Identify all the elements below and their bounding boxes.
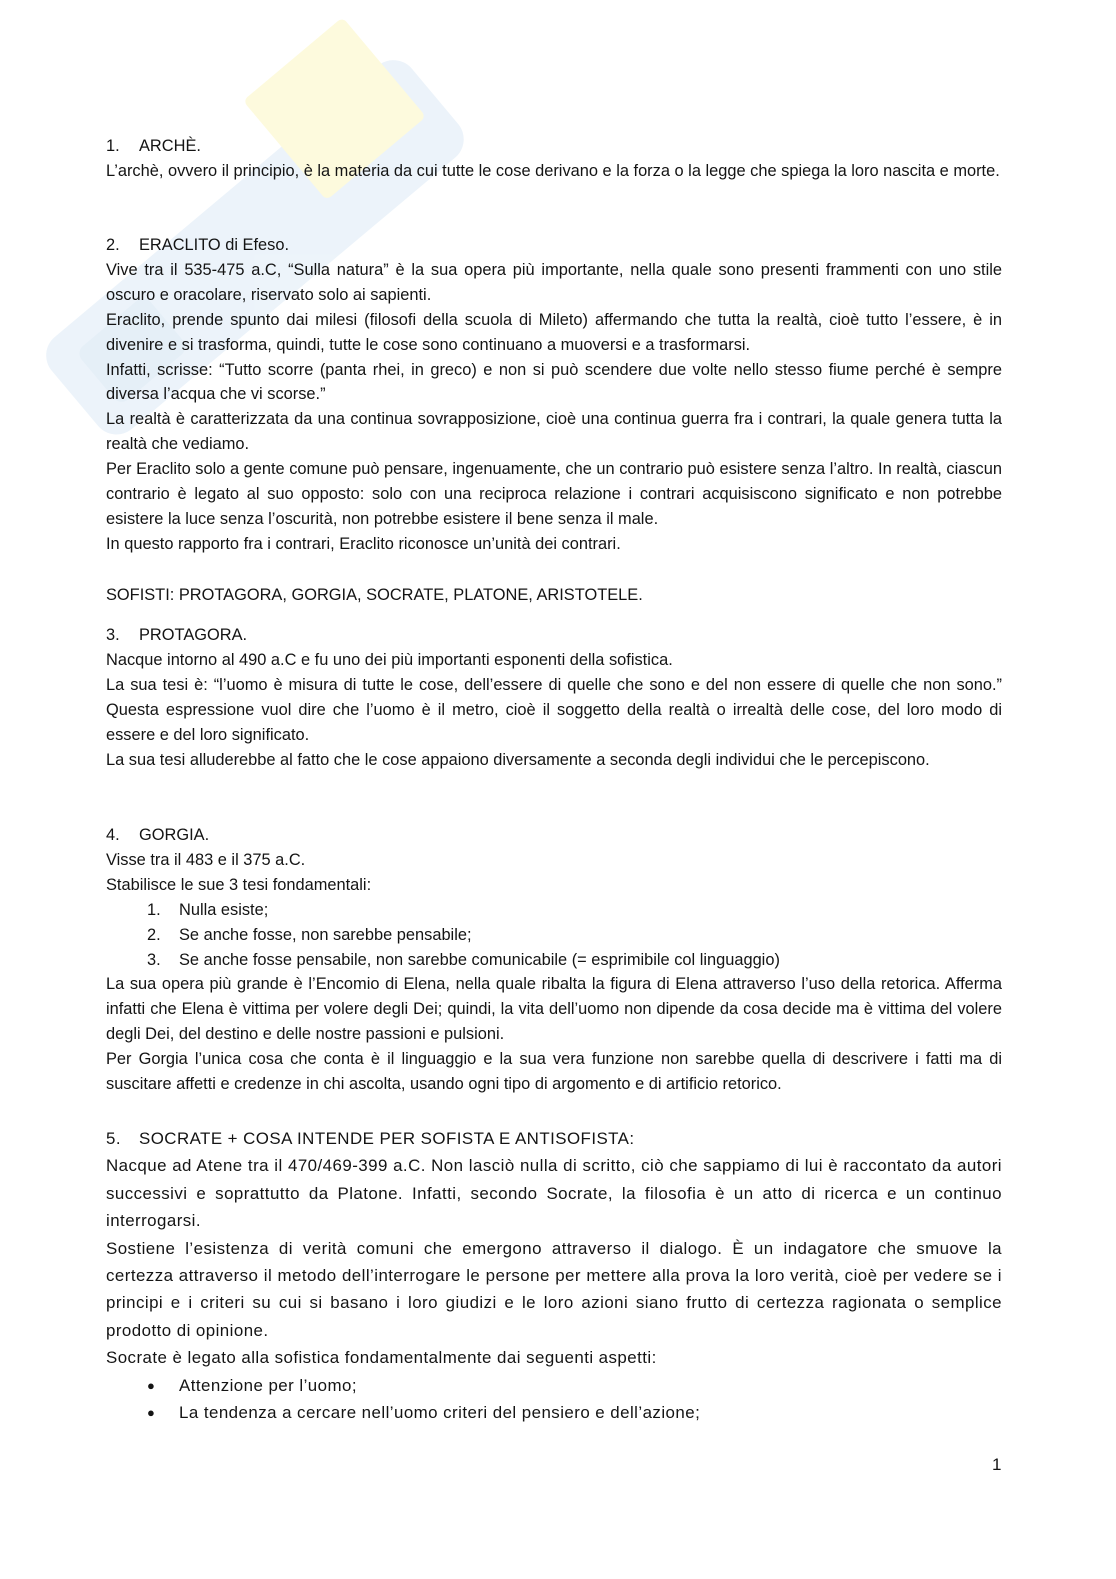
list-number: 2. <box>147 925 161 944</box>
paragraph: Infatti, scrisse: “Tutto scorre (panta rhei, in greco) e non si può scendere due volte nello stesso fiume perché è sempre diversa l’acqua che vi scorse.” <box>106 360 1002 404</box>
section-protagora <box>106 623 1002 772</box>
list-number: 3. <box>147 950 161 969</box>
section-number: 4. <box>106 826 120 844</box>
paragraph: La sua opera più grande è l’Encomio di Elena, nella quale ribalta la figura di Elena attraverso l’uso della retorica. Afferma infatti che Elena è vittima per volere degli Dei; quindi, la vita dell’uomo non dipende da cosa decide ma è vittima del volere degli Dei, del destino e delle nostre passioni e pulsioni. <box>106 975 1002 1044</box>
bullet-text: La tendenza a cercare nell’uomo criteri del pensiero e dell’azione; <box>179 1403 701 1423</box>
paragraph: Sostiene l’esistenza di verità comuni che emergono attraverso il dialogo. È un indagatore che smuove la certezza attraverso il metodo dell’interrogare le persone per mettere alla prova la loro verità, cioè per vedere se i principi e i criteri su cui si basano i loro giudizi e le loro azioni siano frutto di certezza ragionata o semplice prodotto di opinione. <box>106 1238 1002 1340</box>
section-number: 1. <box>106 137 120 155</box>
section-number: 5. <box>106 1129 121 1148</box>
section-number: 2. <box>106 236 120 254</box>
section-heading <box>106 1125 1002 1152</box>
page-number: 1 <box>992 1455 1002 1474</box>
paragraph: L’archè, ovvero il principio, è la materia da cui tutte le cose derivano e la forza o la legge che spiega la loro nascita e morte. <box>106 161 1000 180</box>
heading-text: SOFISTI: PROTAGORA, GORGIA, SOCRATE, PLATONE, ARISTOTELE. <box>106 586 643 604</box>
paragraph: Socrate è legato alla sofistica fondamentalmente dai seguenti aspetti: <box>106 1348 657 1368</box>
paragraph: Per Gorgia l’unica cosa che conta è il linguaggio e la sua vera funzione non sarebbe quella di descrivere i fatti ma di suscitare affetti e credenze in chi ascolta, usando ogni tipo di argomento e di artificio retorico. <box>106 1050 1002 1094</box>
section-gorgia <box>106 823 1002 1097</box>
section-number: 3. <box>106 626 120 644</box>
section-eraclito <box>106 233 1002 557</box>
paragraph: Vive tra il 535-475 a.C, “Sulla natura” è la sua opera più importante, nella quale sono presenti frammenti con uno stile oscuro e oracolare, riservato solo ai sapienti. <box>106 260 1002 304</box>
paragraph: Eraclito, prende spunto dai milesi (filosofi della scuola di Mileto) affermando che tutta la realtà, cioè tutto l’essere, è in divenire e si trasforma, quindi, tutte le cose sono continuano a muoversi e a trasformarsi. <box>106 310 1002 354</box>
bullet-text: Attenzione per l’uomo; <box>179 1375 357 1395</box>
paragraph: La realtà è caratterizzata da una continua sovrapposizione, cioè una continua guerra fra i contrari, la quale genera tutta la realtà che vediamo. <box>106 410 1002 454</box>
paragraph: Stabilisce le sue 3 tesi fondamentali: <box>106 875 372 894</box>
bullet-icon: ● <box>147 1377 156 1393</box>
bullet-item <box>106 1372 1002 1399</box>
list-text: Se anche fosse pensabile, non sarebbe comunicabile (= esprimibile col linguaggio) <box>179 950 780 969</box>
paragraph: La sua tesi alluderebbe al fatto che le cose appaiono diversamente a seconda degli individui che le percepiscono. <box>106 750 930 769</box>
paragraph: Per Eraclito solo a gente comune può pensare, ingenuamente, che un contrario può esistere senza l’altro. In realtà, ciascun contrario è legato al suo opposto: solo con una reciproca relazione i contrari acquisiscono significato e non potrebbe esistere la luce senza l’oscurità, non potrebbe esistere il bene senza il male. <box>106 460 1002 528</box>
section-socrate <box>106 1125 1002 1426</box>
paragraph: Visse tra il 483 e il 375 a.C. <box>106 850 306 869</box>
section-title: SOCRATE + COSA INTENDE PER SOFISTA E ANTISOFISTA: <box>139 1129 635 1148</box>
list-text: Nulla esiste; <box>179 900 269 919</box>
section-heading <box>106 233 1002 258</box>
list-item <box>106 898 1002 923</box>
section-title: PROTAGORA. <box>139 626 248 644</box>
section-arche <box>106 134 1002 184</box>
list-text: Se anche fosse, non sarebbe pensabile; <box>179 925 472 944</box>
list-item <box>106 923 1002 948</box>
section-heading <box>106 623 1002 648</box>
list-number: 1. <box>147 900 161 919</box>
list-item <box>106 948 1002 973</box>
section-heading <box>106 134 1002 159</box>
bullet-item <box>106 1399 1002 1426</box>
sofisti-heading <box>106 583 1002 608</box>
paragraph: Nacque ad Atene tra il 470/469-399 a.C. Non lasciò nulla di scritto, ciò che sappiamo di lui è raccontato da autori successivi e soprattutto da Platone. Infatti, secondo Socrate, la filosofia è un atto di ricerca e un continuo interrogarsi. <box>106 1156 1002 1231</box>
section-title: ERACLITO di Efeso. <box>139 236 290 254</box>
section-title: GORGIA. <box>139 826 210 844</box>
paragraph: La sua tesi è: “l’uomo è misura di tutte le cose, dell’essere di quelle che sono e del non essere di quelle che non sono.” Questa espressione vuol dire che l’uomo è il metro, cioè il soggetto della realtà o irrealtà delle cose, del loro modo di essere e del loro significato. <box>106 675 1002 744</box>
bullet-icon: ● <box>147 1405 156 1421</box>
paragraph: In questo rapporto fra i contrari, Eraclito riconosce un’unità dei contrari. <box>106 534 621 553</box>
paragraph: Nacque intorno al 490 a.C e fu uno dei più importanti esponenti della sofistica. <box>106 650 673 669</box>
section-title: ARCHÈ. <box>139 137 201 155</box>
section-heading <box>106 823 1002 848</box>
